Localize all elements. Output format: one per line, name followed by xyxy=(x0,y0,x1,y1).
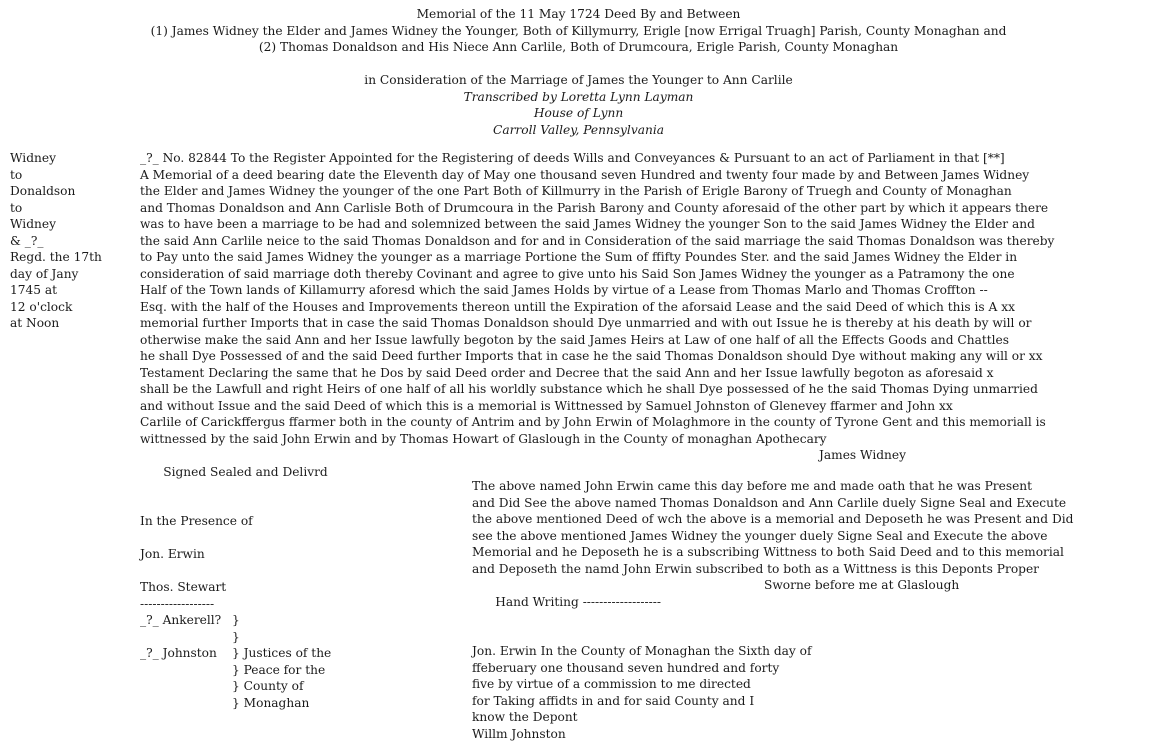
body-line: was to have been a marriage to be had and solemnized between the said James Widney the younger Son to the said James Widney the Elder and xyxy=(140,216,1157,233)
body-line: otherwise make the said Ann and her Issue lawfully begoton by the said James Heirs at Law of one half of all the Effects Goods and Chattles xyxy=(140,332,1157,349)
header-transcriber-line: House of Lynn xyxy=(0,105,1157,122)
justice-name: _?_ Ankerell? xyxy=(140,612,232,629)
margin-note-line: Regd. the 17th xyxy=(10,249,102,266)
affidavit-line: for Taking affidts in and for said County and I xyxy=(472,693,1157,710)
margin-note-line: to xyxy=(10,167,102,184)
body-line: shall be the Lawfull and right Heirs of one half of all his worldly substance which he shall Dye possessed of he the said Thomas Dying unmarried xyxy=(140,381,1157,398)
witness-line: Thos. Stewart xyxy=(140,579,1157,596)
affidavit-bottom-block xyxy=(472,643,1157,742)
memorial-text-block xyxy=(140,150,1157,447)
body-line: A Memorial of a deed bearing date the Eleventh day of May one thousand seven Hundred and twenty four made by and Between James Widney xyxy=(140,167,1157,184)
body-line: and without Issue and the said Deed of which this is a memorial is Wittnessed by Samuel Johnston of Glenevey ffarmer and John xx xyxy=(140,398,1157,415)
justice-label: } County of xyxy=(232,678,304,695)
signer-name: James Widney xyxy=(819,447,906,464)
margin-note-line: Donaldson xyxy=(10,183,102,200)
margin-note-line: & _?_ xyxy=(10,233,102,250)
body-line: the said Ann Carlile neice to the said Thomas Donaldson and for and in Consideration of the said marriage the said Thomas Donaldson was thereby xyxy=(140,233,1157,250)
header-title-line: Memorial of the 11 May 1724 Deed By and Between xyxy=(0,6,1157,23)
justice-name: _?_ Johnston xyxy=(140,645,232,662)
witness-line: ------------------ xyxy=(140,596,1157,613)
margin-note-line: day of Jany xyxy=(10,266,102,283)
margin-notes-block xyxy=(10,150,102,332)
body-line: consideration of said marriage doth thereby Covinant and agree to give unto his Said Son James Widney the younger as a Patramony the one xyxy=(140,266,1157,283)
affidavit-line: Willm Johnston xyxy=(472,726,1157,742)
justice-name xyxy=(140,662,232,679)
body-line: to Pay unto the said James Widney the younger as a marriage Portione the Sum of ffifty Poundes Ster. and the said James Widney the Elder in xyxy=(140,249,1157,266)
affidavit-line: The above named John Erwin came this day before me and made oath that he was Present xyxy=(472,478,1157,495)
body-line: the Elder and James Widney the younger of the one Part Both of Killmurry in the Parish of Erigle Barony of Truegh and County of Monaghan xyxy=(140,183,1157,200)
margin-note-line: to xyxy=(10,200,102,217)
document-header xyxy=(0,6,1157,138)
body-line: wittnessed by the said John Erwin and by Thomas Howart of Glaslough in the County of monaghan Apothecary xyxy=(140,431,1157,448)
justice-label: } xyxy=(232,612,240,629)
affidavit xyxy=(472,478,1157,742)
header-title-line: (2) Thomas Donaldson and His Niece Ann Carlile, Both of Drumcoura, Erigle Parish, County Monaghan xyxy=(0,39,1157,56)
justice-label: } Justices of the xyxy=(232,645,331,662)
body-line: Half of the Town lands of Killamurry aforesd which the said James Holds by virtue of a Lease from Thomas Marlo and Thomas Croffton -- xyxy=(140,282,1157,299)
header-transcriber-block xyxy=(0,89,1157,139)
justice-label: } Monaghan xyxy=(232,695,309,712)
affidavit-top-block xyxy=(472,478,1157,577)
justice-label: } xyxy=(232,629,240,646)
margin-note-line: 1745 at xyxy=(10,282,102,299)
affidavit-line: know the Depont xyxy=(472,709,1157,726)
body-line: memorial further Imports that in case the said Thomas Donaldson should Dye unmarried and with out Issue he is thereby at his death by will or xyxy=(140,315,1157,332)
affidavit-line: and Did See the above named Thomas Donaldson and Ann Carlile duely Signe Seal and Execute xyxy=(472,495,1157,512)
affidavit-line: the above mentioned Deed of wch the above is a memorial and Deposeth he was Present and Did xyxy=(472,511,1157,528)
hand-writing-label: Hand Writing ------------------- xyxy=(495,595,661,609)
body-line: and Thomas Donaldson and Ann Carlisle Both of Drumcoura in the Parish Barony and County aforesaid of the other part by which it appears there xyxy=(140,200,1157,217)
sworn-before-label: Sworne before me at Glaslough xyxy=(764,577,959,594)
margin-note-line: at Noon xyxy=(10,315,102,332)
header-transcriber-line: Carroll Valley, Pennsylvania xyxy=(0,122,1157,139)
margin-note-line: Widney xyxy=(10,150,102,167)
header-transcriber-line: Transcribed by Loretta Lynn Layman xyxy=(0,89,1157,106)
body-line: he shall Dye Possessed of and the said Deed further Imports that in case he the said Thomas Donaldson should Dye without making any will or xx xyxy=(140,348,1157,365)
margin-notes xyxy=(10,150,102,332)
witness-line: Jon. Erwin xyxy=(140,546,1157,563)
justice-name xyxy=(140,695,232,712)
witness-line: In the Presence of xyxy=(140,513,1157,530)
header-spacer xyxy=(0,56,1157,73)
body-line: Esq. with the half of the Houses and Improvements thereon untill the Expiration of the aforsaid Lease and the said Deed of which this is A xx xyxy=(140,299,1157,316)
header-subtitle: in Consideration of the Marriage of James the Younger to Ann Carlile xyxy=(0,72,1157,89)
signed-sealed-label: Signed Sealed and Delivrd xyxy=(163,465,327,479)
body-line: Carlile of Carickffergus ffarmer both in the county of Antrim and by John Erwin of Molaghmore in the county of Tyrone Gent and this memoriall is xyxy=(140,414,1157,431)
body-line: _?_ No. 82844 To the Register Appointed for the Registering of deeds Wills and Conveyances & Pursuant to an act of Parliament in that [**] xyxy=(140,150,1157,167)
affidavit-line: and Deposeth the namd John Erwin subscribed to both as a Wittness is this Deponts Proper xyxy=(472,561,1157,578)
affidavit-line: Jon. Erwin In the County of Monaghan the Sixth day of xyxy=(472,643,1157,660)
header-title-line: (1) James Widney the Elder and James Widney the Younger, Both of Killymurry, Erigle [now Errigal Truagh] Parish, County Monaghan and xyxy=(0,23,1157,40)
body-line: Testament Declaring the same that he Dos by said Deed order and Decree that the said Ann and her Issue lawfully begoton as aforesaid x xyxy=(140,365,1157,382)
affidavit-line: ffeberuary one thousand seven hundred and forty xyxy=(472,660,1157,677)
justice-name xyxy=(140,678,232,695)
justice-label: } Peace for the xyxy=(232,662,325,679)
header-title-block xyxy=(0,6,1157,56)
affidavit-line: see the above mentioned James Widney the younger duely Signe Seal and Execute the above xyxy=(472,528,1157,545)
justice-name xyxy=(140,629,232,646)
affidavit-line: Memorial and he Deposeth he is a subscribing Wittness to both Said Deed and to this memorial xyxy=(472,544,1157,561)
margin-note-line: 12 o'clock xyxy=(10,299,102,316)
margin-note-line: Widney xyxy=(10,216,102,233)
affidavit-line: five by virtue of a commission to me directed xyxy=(472,676,1157,693)
hand-writing-row xyxy=(472,577,1157,643)
